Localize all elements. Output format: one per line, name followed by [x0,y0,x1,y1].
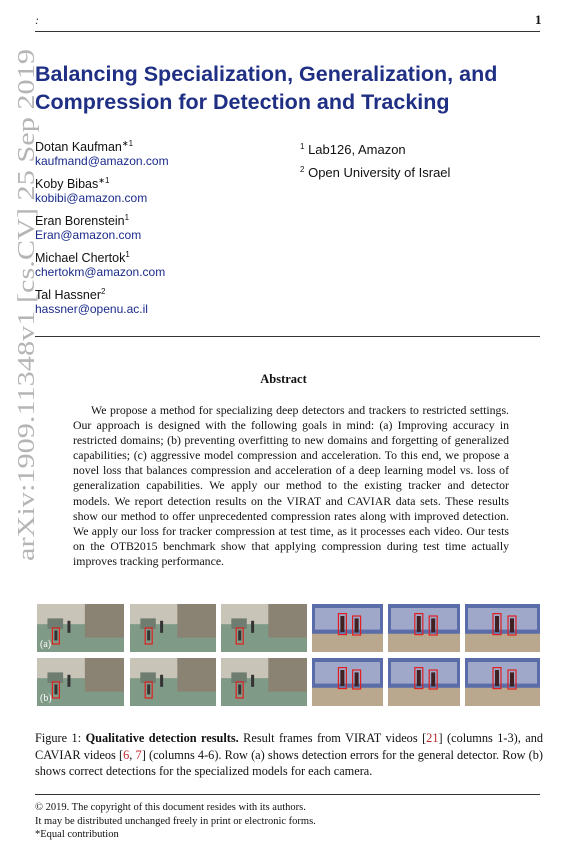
author-4 [35,246,169,283]
author-sup: 2 [101,287,106,296]
figure-row-label: (b) [40,693,52,704]
figure-caption [35,730,543,780]
author-5 [35,283,169,320]
author-sup: 1 [124,213,130,222]
citation-link[interactable]: 7 [135,747,142,762]
author-sup: ∗1 [121,139,134,148]
caption-text: ] (columns 4-6). Row (a) shows detection errors for the general detector. Row (b) shows correct detections for the specialized models for each camera. [35,747,543,778]
author-name: Tal Hassner [35,288,101,302]
figure-1 [37,604,540,710]
affiliation-2 [300,160,450,183]
affiliation-sup: 2 [300,165,305,174]
video-frame-thumbnail [130,658,216,706]
author-sup: 1 [125,250,130,259]
author-email[interactable]: kobibi@amazon.com [35,191,148,205]
author-name: Eran Borenstein [35,214,125,228]
video-frame-thumbnail [312,658,383,706]
footnotes [35,801,316,842]
equal-contribution-note: *Equal contribution [35,829,119,840]
video-frame-thumbnail [388,604,460,652]
video-frame-thumbnail [221,604,307,652]
footnote-rule [35,794,540,795]
abstract-heading: Abstract [260,372,307,386]
copyright-note: © 2019. The copyright of this document resides with its authors. [35,802,306,813]
title-block-rule [35,336,540,337]
author-2 [35,172,169,209]
paper-title: Balancing Specialization, Generalization, and Compression for Detection and Tracking [35,62,498,114]
author-name: Michael Chertok [35,251,126,265]
citation-link[interactable]: 6 [123,747,130,762]
author-list [35,135,169,320]
figure-row-label: (a) [40,639,52,650]
video-frame-thumbnail [221,658,307,706]
affiliation-name: Lab126, Amazon [308,142,406,157]
caption-text: ] (columns 1-3), and CAVIAR videos [ [35,731,543,762]
author-sup: ∗1 [98,176,110,185]
caption-text: , [129,747,136,762]
figure-1-image [37,604,540,710]
author-email[interactable]: hassner@openu.ac.il [35,302,148,316]
video-frame-thumbnail [388,658,460,706]
author-email[interactable]: kaufmand@amazon.com [35,154,169,168]
video-frame-thumbnail [465,658,540,706]
header-rule [35,31,540,32]
author-name: Dotan Kaufman [35,140,122,154]
author-name: Koby Bibas [35,177,99,191]
author-3 [35,209,169,246]
affiliation-list [300,137,450,183]
caption-bold: Qualitative detection results. [85,731,239,745]
caption-prefix: Figure 1: [35,731,86,745]
video-frame-thumbnail [130,604,216,652]
distribution-note: It may be distributed unchanged freely in print or electronic forms. [35,815,316,827]
citation-link[interactable]: 21 [426,731,439,745]
video-frame-thumbnail [312,604,383,652]
video-frame-thumbnail [465,604,540,652]
author-email[interactable]: Eran@amazon.com [35,228,142,242]
page-number: 1 [535,12,542,27]
arxiv-stamp-text: arXiv:1909.11348v1 [cs.CV] 25 Sep 2019 [13,146,40,561]
header-mark: : [35,13,39,27]
affiliation-sup: 1 [300,142,305,151]
author-1 [35,135,169,172]
abstract-text: We propose a method for specializing deep detectors and trackers to restricted settings. Our approach is designed with the following goals in mind: (a) Improving accuracy in restricted domains; (b) preventing overfitting to new domains and forgetting of generalized capabilities; (c) aggressive model compression and acceleration. To this end, we propose a novel loss that balances compression and acceleration of a deep learning model vs. loss of generalization capabilities. We apply our method to the existing tracker and detector models. We report detection results on the VIRAT and CAVIAR data sets. These results show our method to offer unprecedented compression rates along with improved detection. We apply our loss for tracker compression at test time, as it processes each video. Our tests on the OTB2015 benchmark show that applying compression during test time actually improves tracking performance. [73,403,509,568]
caption-text: Result frames from VIRAT videos [ [238,731,427,745]
affiliation-1 [300,137,450,160]
affiliation-name: Open University of Israel [308,165,451,180]
author-email[interactable]: chertokm@amazon.com [35,265,166,279]
